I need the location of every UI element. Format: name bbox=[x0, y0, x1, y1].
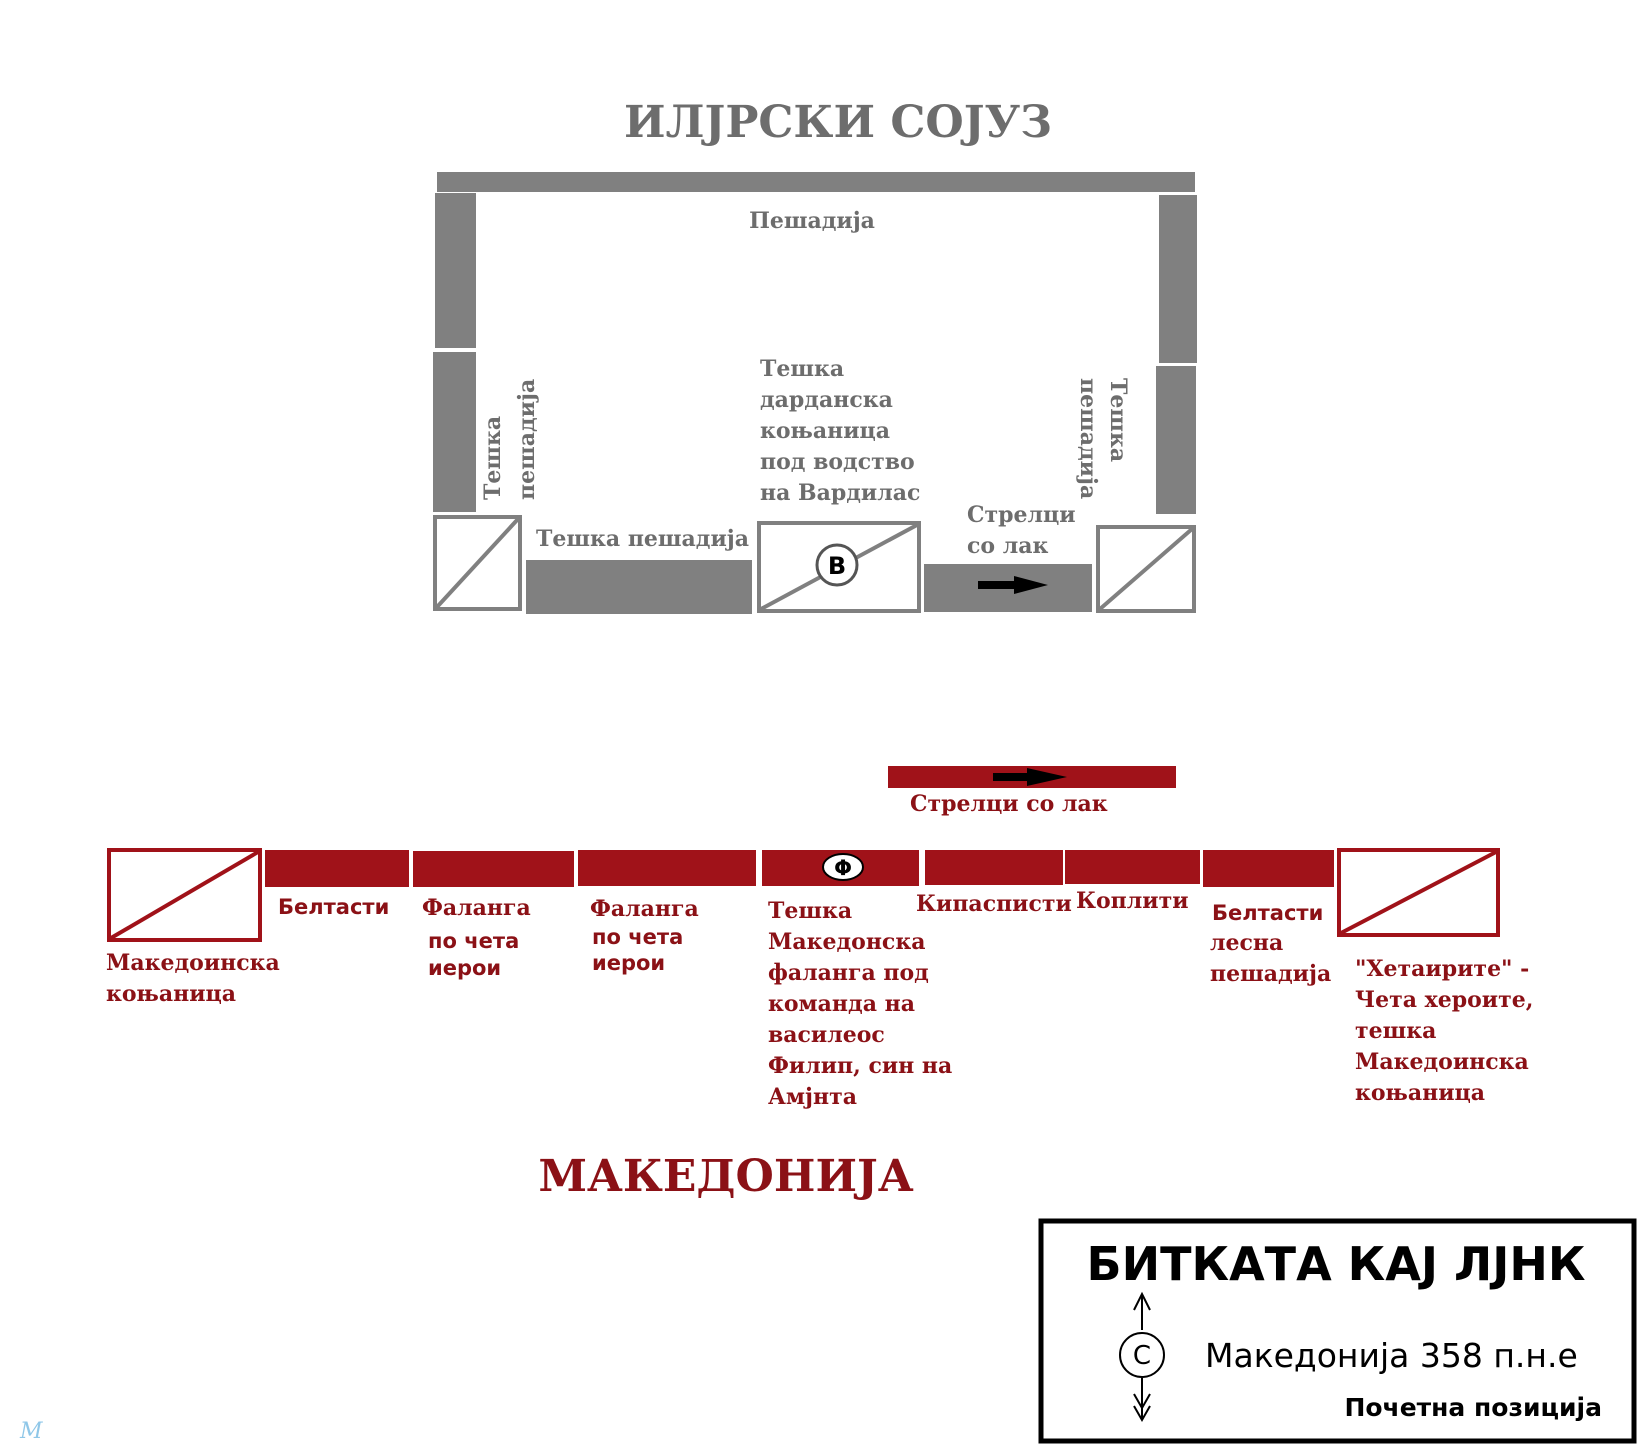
illyrian-heavy-infantry-right-label-2: пешадија bbox=[1075, 378, 1101, 500]
dardanian-cavalry-label-3: коњаница bbox=[760, 418, 891, 444]
dardanian-cavalry-label-1: Тешка bbox=[760, 356, 845, 382]
macedonian-peltasts-right-block bbox=[1203, 850, 1334, 887]
macedonian-peltasts-left-block bbox=[265, 850, 409, 887]
macedonian-peltasts-right-label-2: лесна bbox=[1210, 930, 1284, 956]
macedonian-hypaspists-label: Кипасписти bbox=[916, 891, 1072, 917]
macedonian-phalanx-2-block bbox=[578, 850, 756, 886]
macedonian-phalanx-2-label-1: Фаланга bbox=[590, 896, 699, 922]
heavy-phalanx-label-5: василеос bbox=[768, 1022, 885, 1048]
macedonian-hetairoi-unit bbox=[1339, 850, 1498, 935]
macedonian-phalanx-1-block bbox=[413, 851, 574, 887]
macedonian-cavalry-left-unit bbox=[109, 850, 260, 940]
dardanian-cavalry-label-2: дарданска bbox=[760, 387, 893, 413]
macedonian-hypaspists-block bbox=[925, 850, 1063, 885]
macedonian-cavalry-left-label-2: коњаница bbox=[106, 981, 237, 1007]
macedonian-peltasts-right-label-3: пешадија bbox=[1210, 961, 1332, 987]
heavy-phalanx-label-7: Амјнта bbox=[768, 1084, 857, 1110]
hetairoi-label-2: Чета хероите, bbox=[1355, 987, 1534, 1013]
dardanian-cavalry-label-5: на Вардилас bbox=[760, 480, 921, 506]
illyrian-right-upper-block bbox=[1159, 195, 1197, 363]
illyrian-cavalry-right-unit bbox=[1098, 527, 1194, 611]
illyrian-heavy-infantry-front-label: Тешка пешадија bbox=[536, 526, 750, 552]
macedonian-phalanx-1-label-2: по чета bbox=[428, 929, 520, 953]
legend-title: БИТКАТА КАЈ ЛЈНК bbox=[1086, 1237, 1586, 1291]
hetairoi-label-3: тешка bbox=[1355, 1018, 1437, 1044]
heavy-phalanx-label-6: Филип, син на bbox=[768, 1053, 953, 1079]
heavy-phalanx-label-3: фаланга под bbox=[768, 960, 929, 986]
macedonia-title: МАКЕДОНИЈА bbox=[538, 1151, 914, 1202]
hetairoi-label-1: "Хетаирите" - bbox=[1355, 956, 1530, 982]
macedonian-archers-label: Стрелци со лак bbox=[910, 791, 1108, 817]
heavy-phalanx-label-4: команда на bbox=[768, 991, 915, 1017]
illyrian-heavy-infantry-left-label-1: Тешка bbox=[480, 415, 506, 500]
hetairoi-label-5: коњаница bbox=[1355, 1080, 1486, 1106]
illyrian-left-upper-block bbox=[435, 193, 476, 348]
dardanian-cavalry-label-4: под водство bbox=[760, 449, 915, 475]
macedonian-hoplites-block bbox=[1065, 850, 1200, 884]
illyrian-right-lower-block bbox=[1156, 366, 1196, 514]
illyrian-infantry-top-block bbox=[437, 172, 1195, 192]
illyrian-heavy-infantry-front-block bbox=[526, 560, 752, 614]
watermark: М bbox=[20, 1419, 43, 1444]
illyrian-title: ИЛЈРСКИ СОЈУЗ bbox=[624, 97, 1052, 148]
heavy-phalanx-label-1: Тешка bbox=[768, 898, 853, 924]
illyrian-infantry-label: Пешадија bbox=[749, 208, 875, 234]
illyrian-cavalry-left-unit bbox=[435, 517, 520, 609]
illyrian-left-lower-block bbox=[433, 352, 476, 512]
illyrian-commander-letter: B bbox=[827, 552, 847, 580]
compass-letter: С bbox=[1132, 1341, 1152, 1371]
macedonian-phalanx-2-label-2: по чета bbox=[592, 925, 684, 949]
macedonian-phalanx-1-label-3: иерои bbox=[428, 956, 502, 980]
macedonian-peltasts-left-label: Белтасти bbox=[278, 895, 390, 919]
macedonian-hoplites-label: Коплити bbox=[1076, 888, 1189, 914]
illyrian-archers-label-2: со лак bbox=[967, 533, 1049, 559]
illyrian-dardanian-cavalry-unit bbox=[759, 523, 919, 611]
macedonian-phalanx-1-label-1: Фаланга bbox=[422, 895, 531, 921]
macedonian-commander-letter: Φ bbox=[834, 856, 852, 880]
legend-subtitle: Македонија 358 п.н.е bbox=[1205, 1336, 1578, 1375]
illyrian-heavy-infantry-left-label-2: пешадија bbox=[514, 378, 540, 500]
macedonian-phalanx-2-label-3: иерои bbox=[592, 951, 666, 975]
illyrian-heavy-infantry-right-label-1: Тешка bbox=[1105, 378, 1131, 463]
macedonian-cavalry-left-label-1: Македоинска bbox=[106, 950, 280, 976]
legend-box bbox=[1041, 1221, 1634, 1441]
illyrian-archers-label-1: Стрелци bbox=[967, 502, 1076, 528]
macedonian-peltasts-right-label-1: Белтасти bbox=[1212, 901, 1324, 925]
heavy-phalanx-label-2: Македонска bbox=[768, 929, 926, 955]
legend-caption: Почетна позиција bbox=[1344, 1393, 1602, 1422]
hetairoi-label-4: Македоинска bbox=[1355, 1049, 1529, 1075]
